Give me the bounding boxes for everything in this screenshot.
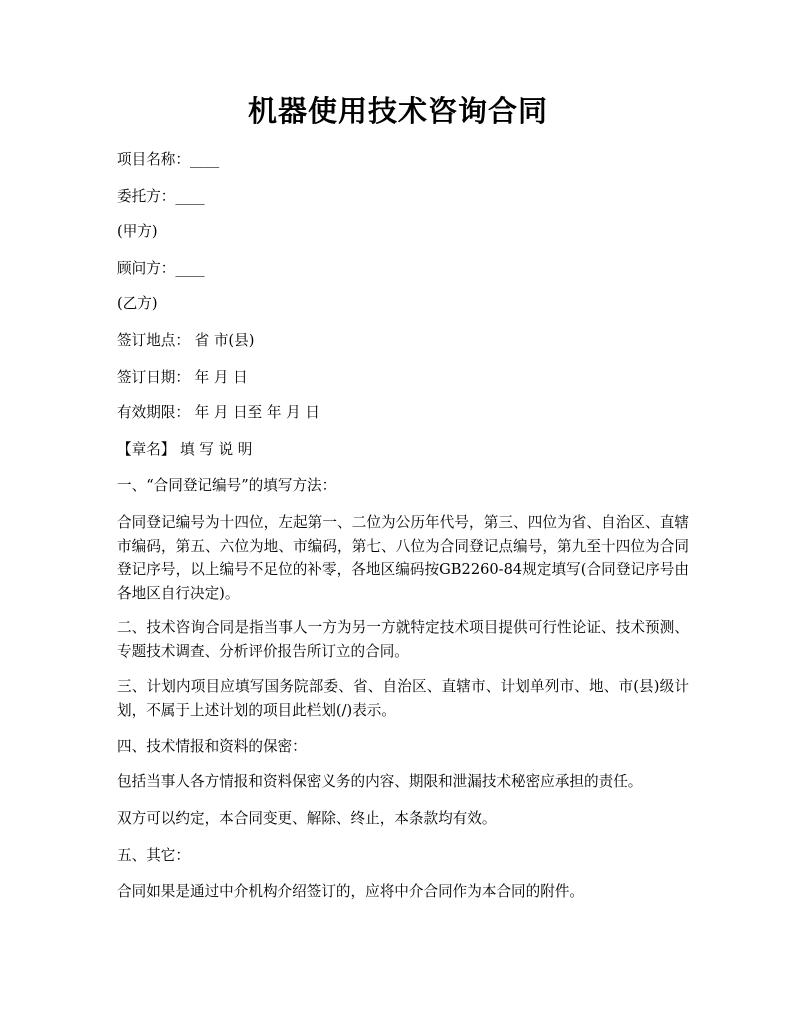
section-4-heading: 四、技术情报和资料的保密： — [117, 738, 307, 755]
section-1-heading: 一、“合同登记编号”的填写方法： — [117, 477, 337, 494]
chapter-heading: 【章名】 填 写 说 明 — [117, 441, 253, 458]
project-name-field: 项目名称：____ — [117, 151, 220, 168]
section-4-body-2: 双方可以约定，本合同变更、解除、终止，本条款均有效。 — [117, 810, 497, 827]
section-5-heading: 五、其它： — [117, 847, 190, 864]
section-1-body: 合同登记编号为十四位，左起第一、二位为公历年代号，第三、四位为省、自治区、直辖市编码，第五、六位为地、市编码，第七、八位为合同登记点编号，第九至十四位为合同登记序号，以上编号不足位的补零，各地区编码按GB2260-84规定填写(合同登记序号由各地区自行决定)。 — [117, 514, 689, 602]
sign-date-field: 签订日期： 年 月 日 — [117, 369, 248, 386]
section-2-body: 二、技术咨询合同是指当事人一方为另一方就特定技术项目提供可行性论证、技术预测、专题技术调查、分析评价报告所订立的合同。 — [117, 619, 689, 660]
section-4-body-1: 包括当事人各方情报和资料保密义务的内容、期限和泄漏技术秘密应承担的责任。 — [117, 773, 643, 790]
party-a-label: (甲方) — [117, 223, 158, 240]
sign-place-field: 签订地点： 省 市(县) — [117, 332, 255, 349]
client-field: 委托方：____ — [117, 188, 205, 205]
valid-period-field: 有效期限： 年 月 日至 年 月 日 — [117, 404, 320, 421]
section-3-body: 三、计划内项目应填写国务院部委、省、自治区、直辖市、计划单列市、地、市(县)级计划，不属于上述计划的项目此栏划(/)表示。 — [117, 678, 689, 719]
section-5-body: 合同如果是通过中介机构介绍签订的，应将中介合同作为本合同的附件。 — [117, 883, 585, 900]
consultant-field: 顾问方：____ — [117, 260, 205, 277]
party-b-label: (乙方) — [117, 295, 158, 312]
document-title: 机器使用技术咨询合同 — [247, 94, 548, 128]
